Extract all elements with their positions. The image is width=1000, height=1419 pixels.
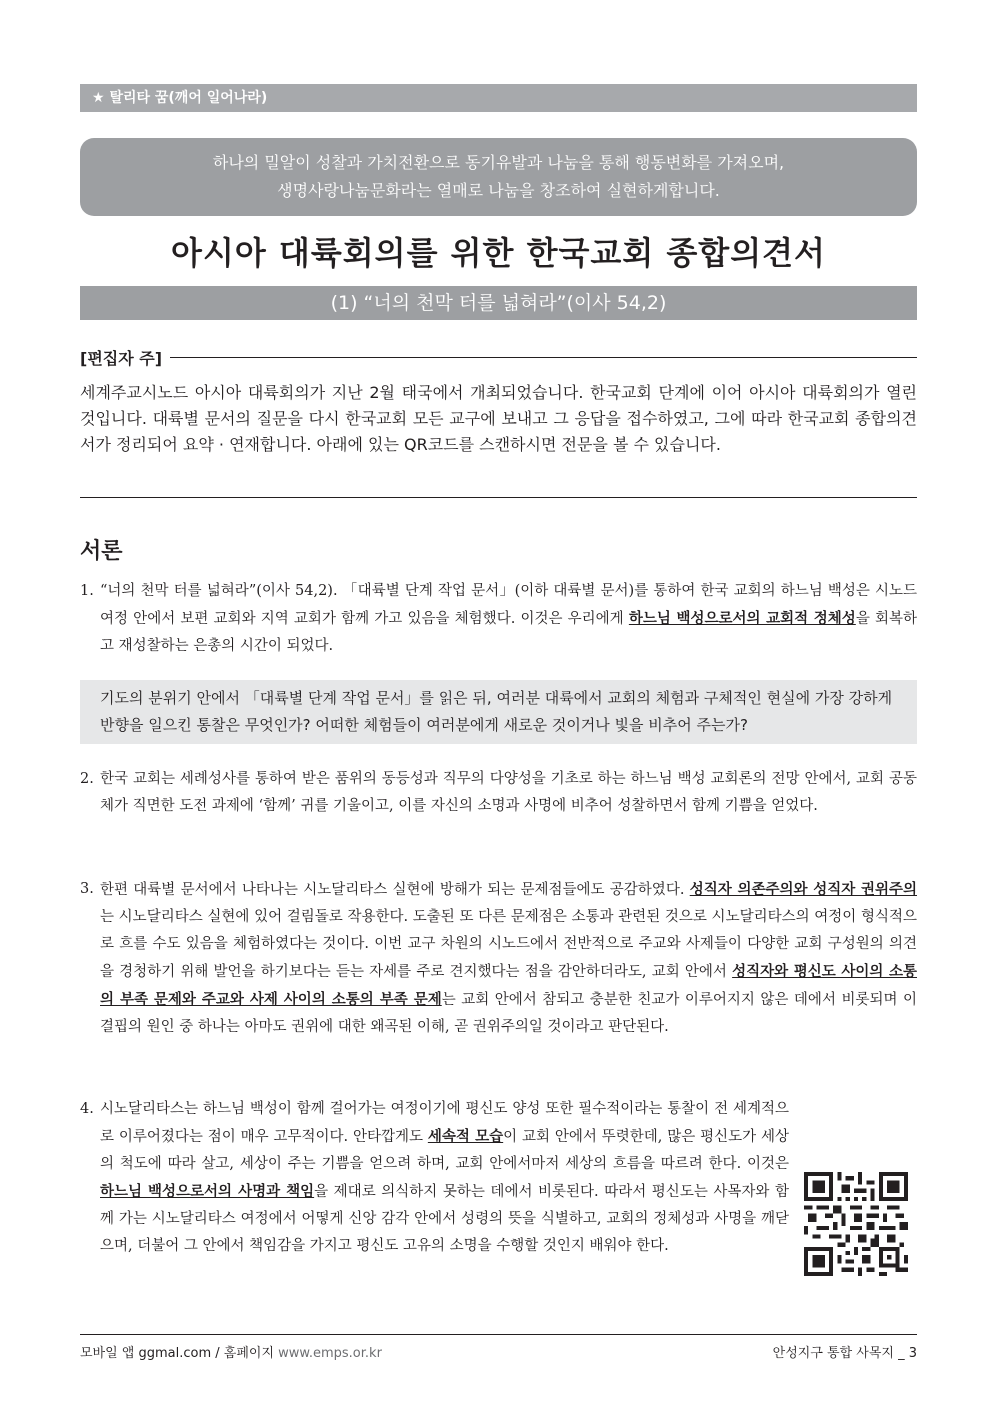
paragraph-text <box>100 1096 917 1260</box>
banner-line-2: 생명사랑나눔문화라는 열매로 나눔을 창조하여 실현하게합니다. <box>277 181 720 200</box>
paragraph-text: 한국 교회는 세례성사를 통하여 받은 품위의 동등성과 직무의 다양성을 기초로 하는 하느님 백성 교회론의 전망 안에서, 교회 공동체가 직면한 도전 과제에 ‘함께’ 귀를 기울이고, 이를 자신의 소명과 사명에 비추어 성찰하면서 함께 기쁨을 얻었다. <box>100 771 917 814</box>
paragraph-4 <box>80 1096 917 1268</box>
paragraph-number: 2. <box>80 771 94 787</box>
section-title: 서론 <box>80 539 123 564</box>
editor-note-rule <box>80 357 917 358</box>
page-number-label: 안성지구 통합 사목지 _ 3 <box>772 1346 917 1361</box>
series-header-bar <box>80 84 917 112</box>
banner-line-1: 하나의 밀알이 성찰과 가치전환으로 동기유발과 나눔을 통해 행동변화를 가져오며, <box>212 153 785 172</box>
paragraph-2 <box>80 766 917 820</box>
page-title: 아시아 대륙회의를 위한 한국교회 종합의견서 <box>171 234 826 272</box>
mission-banner <box>80 138 917 216</box>
emphasis-text: 하느님 백성으로서의 교회적 정체성 <box>628 610 856 627</box>
editor-note-text: 세계주교시노드 아시아 대륙회의가 지난 2월 태국에서 개최되었습니다. 한국교회 단계에 이어 아시아 대륙회의가 열린 것입니다. 대륙별 문서의 질문을 다시 한국교회 모든 교구에 보내고 그 응답을 접수하였고, 그에 따라 한국교회 종합의견서가 정리되어 요약 · 연재합니다. 아래에 있는 QR코드를 스캔하시면 전문을 볼 수 있습니다. <box>80 383 917 454</box>
subtitle-bar <box>80 286 917 320</box>
qr-code-icon[interactable] <box>804 1172 908 1276</box>
text-run: 한편 대륙별 문서에서 나타나는 시노달리타스 실현에 방해가 되는 문제점들에도 공감하였다. <box>100 882 690 898</box>
footer-app-text: 모바일 앱 ggmal.com / 홈페이지 <box>80 1346 279 1361</box>
emphasis-text: 성직자와 평신도 사이의 소통의 부족 문제와 주교와 사제 사이의 소통의 부족 문제 <box>100 963 917 1008</box>
editor-note-header <box>80 346 917 368</box>
paragraph-number: 4. <box>80 1101 94 1117</box>
text-run: 시노달리타스는 하느님 백성이 함께 걸어가는 여정이기에 평신도 양성 또한 필수적이라는 통찰이 전 세계적으로 이루어졌다는 점이 매우 고무적이다. 안타깝게도 <box>100 1101 789 1145</box>
editor-note-label: [편집자 주] <box>80 349 170 368</box>
emphasis-text: 세속적 모습 <box>427 1128 504 1145</box>
footer-contact <box>80 1342 382 1361</box>
reflection-question-box <box>80 680 917 744</box>
text-run: 을 회복하고 재성찰하는 은총의 시간이 되었다. <box>100 611 918 654</box>
text-run: 을 제대로 의식하지 못하는 데에서 비롯된다. 따라서 평신도는 사목자와 함께 가는 시노달리타스 여정에서 어떻게 신앙 감각 안에서 성령의 뜻을 식별하고, 교회의 정체성과 사명을 깨닫으며, 더불어 그 안에서 책임감을 가지고 평신도 고유의 소명을 수행할 것인지 배워야 한다. <box>100 1184 789 1254</box>
paragraph-text <box>100 578 917 660</box>
text-run: 이 교회 안에서 뚜렷한데, 많은 평신도가 세상의 척도에 따라 살고, 세상이 주는 기쁨을 얻으려 하며, 교회 안에서마저 세상의 흐름을 따르려 한다. 이것은 <box>100 1129 789 1172</box>
series-title: 탈리타 꿈(깨어 일어나라) <box>109 90 268 106</box>
paragraph-text <box>100 876 917 1041</box>
text-run: 는 시노달리타스 실현에 있어 걸림돌로 작용한다. 도출된 또 다른 문제점은 소통과 관련된 것으로 시노달리타스의 여정이 형식적으로 흐를 수도 있음을 체험하였다는 것이다. 이번 교구 차원의 시노드에서 전반적으로 주교와 사제들이 다양한 교회 구성원의 의견을 경청하기 위해 발언을 하기보다는 듣는 자세를 주로 견지했다는 점을 감안하더라도, 교회 안에서 <box>100 909 917 980</box>
text-run: 는 교회 안에서 참되고 충분한 친교가 이루어지지 않은 데에서 비롯되며 이 결핍의 원인 중 하나는 아마도 권위에 대한 왜곡된 이해, 곧 권위주의일 것이라고 판단된다. <box>100 992 917 1035</box>
homepage-link[interactable]: www.emps.or.kr <box>278 1346 382 1361</box>
subtitle: (1) “너의 천막 터를 넓혀라”(이사 54,2) <box>330 292 667 314</box>
emphasis-text: 성직자 의존주의와 성직자 권위주의 <box>689 881 917 898</box>
star-icon: ★ <box>92 90 105 106</box>
paragraph-3 <box>80 876 917 1041</box>
editor-note-bottom-rule <box>80 497 917 498</box>
paragraph-1 <box>80 578 917 660</box>
reflection-question: 기도의 분위기 안에서 「대륙별 단계 작업 문서」를 읽은 뒤, 여러분 대륙에서 교회의 체험과 구체적인 현실에 가장 강하게 반향을 일으킨 통찰은 무엇인가? 어떠한 체험들이 여러분에게 새로운 것이거나 빛을 비추어 주는가? <box>100 689 893 734</box>
paragraph-number: 3. <box>80 881 94 897</box>
paragraph-number: 1. <box>80 583 94 599</box>
text-run: “너의 천막 터를 넓혀라”(이사 54,2). 「대륙별 단계 작업 문서」(이하 대륙별 문서)를 통하여 한국 교회의 하느님 백성은 시노드 여정 안에서 보편 교회와 지역 교회가 함께 가고 있음을 체험했다. 이것은 우리에게 <box>100 583 917 627</box>
emphasis-text: 하느님 백성으로서의 사명과 책임 <box>100 1183 315 1200</box>
footer-rule <box>80 1334 917 1335</box>
